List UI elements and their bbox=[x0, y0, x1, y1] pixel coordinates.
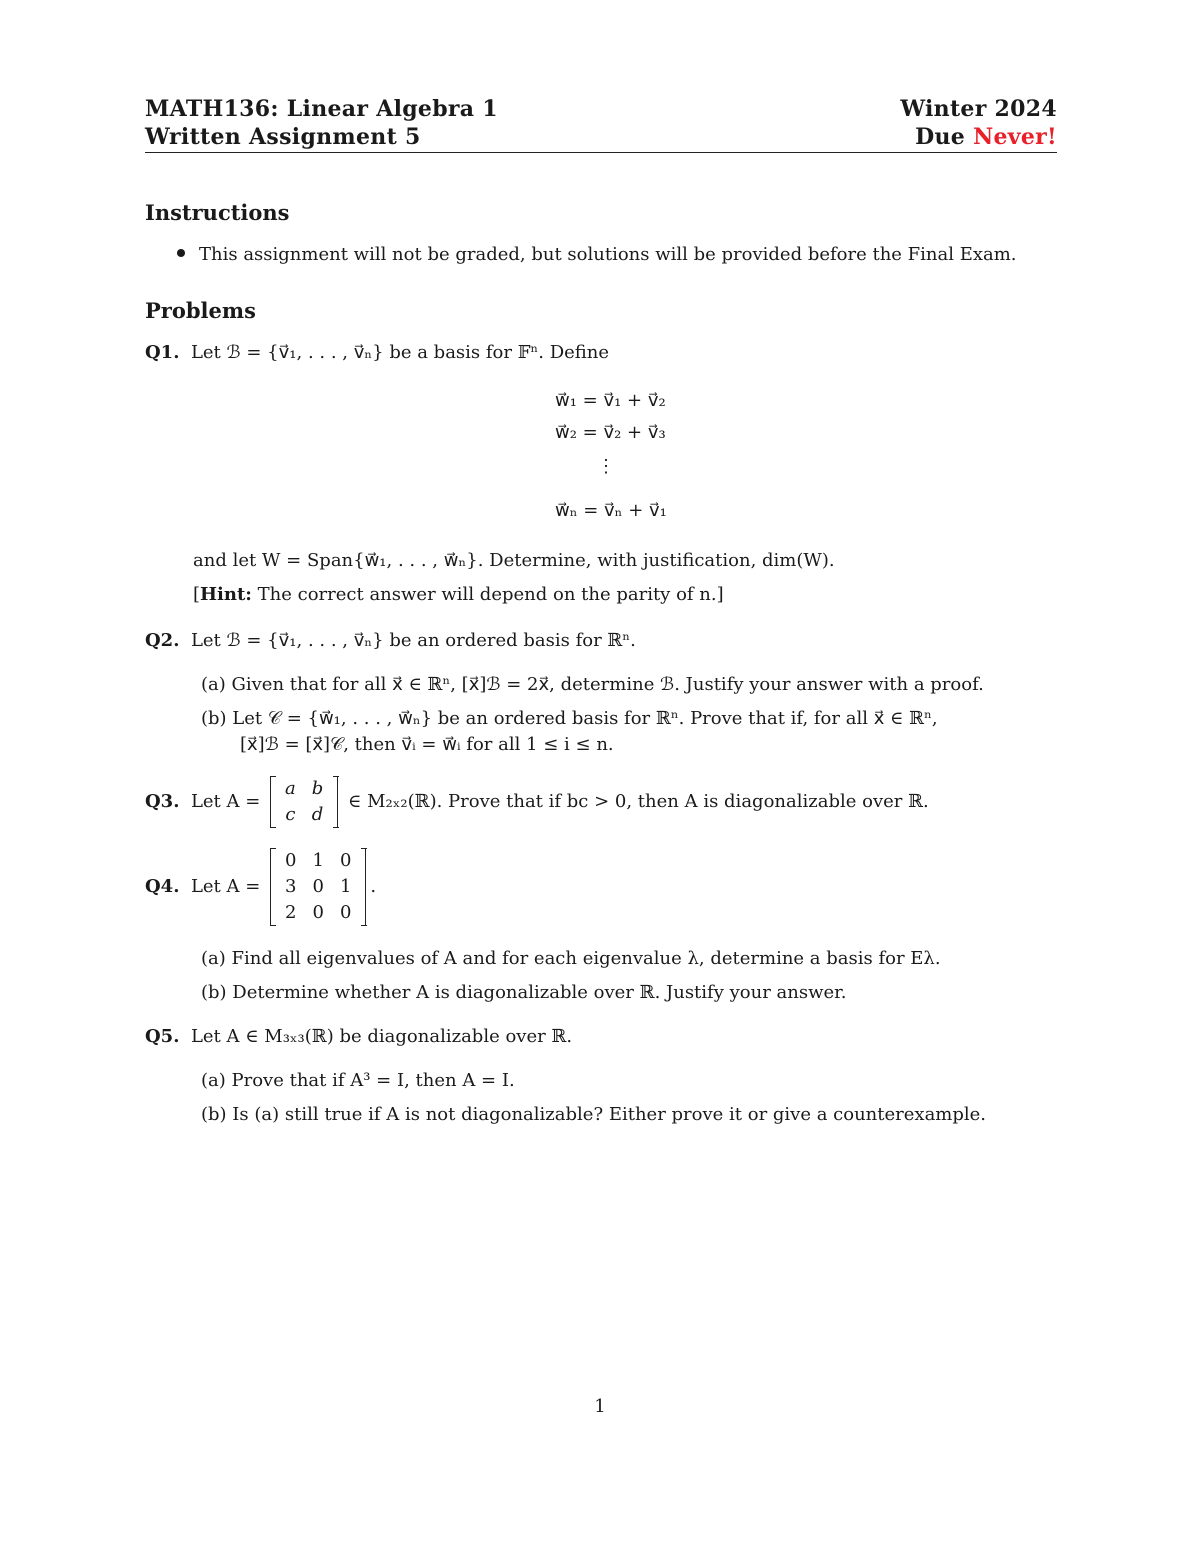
q5-part-a: (a) Prove that if A³ = I, then A = I. bbox=[201, 1070, 515, 1091]
term: Winter 2024 bbox=[900, 96, 1057, 122]
q1-text2: and let W = Span{w⃗₁, . . . , w⃗ₙ}. Determine, with justification, dim(W). bbox=[193, 550, 835, 571]
assignment-title: Written Assignment 5 bbox=[145, 124, 421, 150]
q5-part-b: (b) Is (a) still true if A is not diagonalizable? Either prove it or give a counterexample. bbox=[201, 1104, 987, 1125]
q1-dots: ⋮ bbox=[597, 456, 615, 477]
q4-part-b: (b) Determine whether A is diagonalizable over ℝ. Justify your answer. bbox=[201, 982, 847, 1003]
problems-heading: Problems bbox=[145, 298, 256, 323]
q2-part-b-line1: (b) Let 𝒞 = {w⃗₁, . . . , w⃗ₙ} be an ordered basis for ℝⁿ. Prove that if, for all x⃗ ∈ ℝⁿ, bbox=[201, 708, 938, 729]
q4-part-a: (a) Find all eigenvalues of A and for each eigenvalue λ, determine a basis for Eλ. bbox=[201, 948, 941, 969]
q2-part-b-line2: [x⃗]ℬ = [x⃗]𝒞, then v⃗ᵢ = w⃗ᵢ for all 1 ≤ i ≤ n. bbox=[240, 734, 614, 755]
q2-part-a: (a) Given that for all x⃗ ∈ ℝⁿ, [x⃗]ℬ = 2x⃗, determine ℬ. Justify your answer with a proof. bbox=[201, 674, 984, 695]
document-page bbox=[145, 92, 1057, 1125]
q1-eq3: w⃗ₙ = v⃗ₙ + v⃗₁ bbox=[555, 500, 667, 521]
q2-statement: Q2. Let ℬ = {v⃗₁, . . . , v⃗ₙ} be an ordered basis for ℝⁿ. bbox=[145, 630, 636, 651]
q1-eq2: w⃗₂ = v⃗₂ + v⃗₃ bbox=[555, 422, 666, 443]
q4-statement: Q4. Let A = 0 1 0 3 0 1 2 0 0 . bbox=[145, 848, 376, 926]
page-header bbox=[145, 92, 1057, 153]
q1-eq1: w⃗₁ = v⃗₁ + v⃗₂ bbox=[555, 390, 666, 411]
instructions-heading: Instructions bbox=[145, 200, 290, 225]
bullet-icon bbox=[177, 249, 185, 257]
instruction-item: This assignment will not be graded, but solutions will be provided before the Final Exam. bbox=[177, 244, 1017, 265]
page-number: 1 bbox=[594, 1396, 606, 1417]
due-date: Due Never! bbox=[915, 124, 1057, 150]
q1-hint: [Hint: The correct answer will depend on the parity of n.] bbox=[193, 584, 724, 605]
course-title: MATH136: Linear Algebra 1 bbox=[145, 96, 498, 122]
q3-matrix: a b c d bbox=[270, 776, 338, 828]
q5-statement: Q5. Let A ∈ M₃ₓ₃(ℝ) be diagonalizable over ℝ. bbox=[145, 1026, 573, 1047]
due-value: Never! bbox=[973, 124, 1057, 150]
q1-statement: Q1. Let ℬ = {v⃗₁, . . . , v⃗ₙ} be a basis for 𝔽ⁿ. Define bbox=[145, 342, 610, 363]
q3-statement: Q3. Let A = a b c d ∈ M₂ₓ₂(ℝ). Prove that if bc > 0, then A is diagonalizable over ℝ. bbox=[145, 776, 929, 828]
q4-matrix: 0 1 0 3 0 1 2 0 0 bbox=[270, 848, 366, 926]
